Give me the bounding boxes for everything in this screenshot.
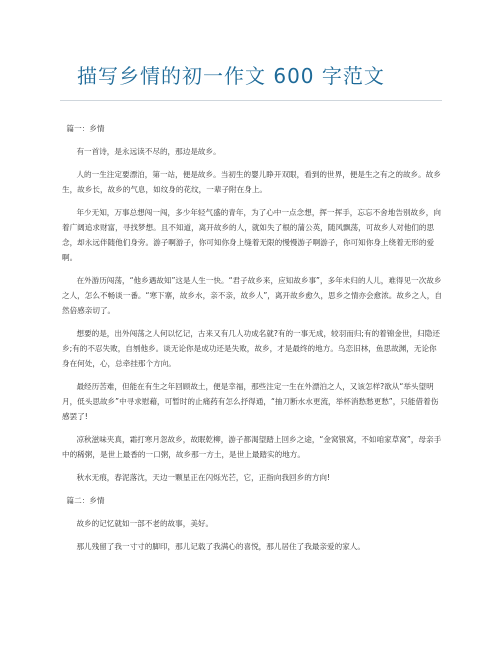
paragraph: 最经历苦难，但能在有生之年回顾故土，便是幸福，那些注定一生在外漂泊之人，又该怎样?欲从“举头望明月，低头思故乡”中寻求慰藉，可暂时的止痛药有怎么抒得通，“抽刀断水水更流，举杯消愁愁更愁”，只能借着伤感罢了! <box>62 382 439 421</box>
section-heading-2: 篇二：乡情 <box>66 496 105 505</box>
paragraph: 秋水无痕，春泥落沈，天边一颗星正在闪烁光芒，它，正指向我回乡的方向! <box>76 473 331 482</box>
title-divider <box>60 100 442 101</box>
paragraph: 那儿残留了我一寸寸的脚印，那儿记载了我满心的喜悦，那儿居住了我最亲爱的家人。 <box>76 542 365 551</box>
paragraph: 人的一生注定要漂泊，第一站，便是故乡。当初生的婴儿睁开双眼，看到的世界，便是生之有之的故乡。故乡生，故乡长，故乡的气息，如纹身的花纹，一辈子附在身上。 <box>62 170 441 194</box>
paragraph: 故乡的记忆就如一部不老的故事，美好。 <box>76 519 214 528</box>
paragraph: 有一首诗，是永远读不尽的，那边是故乡。 <box>76 147 221 156</box>
paragraph: 想要的是，出外闯荡之人何以忆记，古来又有几人功成名就?有的一事无成，较羽而归;有的着锦金世，归隐还乡;有的不忍失败，自刎他乡。谈无论你是成功还是失败，故乡，才是最终的地方。乌恋旧林，鱼思故渊，无论你身在何处，心，总牵挂那个方向。 <box>62 329 440 368</box>
section-heading-1: 篇一：乡情 <box>66 124 105 133</box>
paragraph: 凉秋滋味夹真，霜打寒月忽故乡，故眠乾柳，游子都渴望踏上回乡之途，“金窝银窝，不如咱家草窝”，母亲手中的稀粥，是世上最香的一口粥，故乡那一方土，是世上最踏实的地方。 <box>62 435 442 459</box>
article-body <box>62 121 442 562</box>
document-title: 描写乡情的初一作文 600 字范文 <box>77 64 385 88</box>
paragraph: 在外游历闯荡，“他乡遇故知”这是人生一快。“君子故乡来，应知故乡事”，多年未归的人儿，难得见一次故乡之人，怎么不畅谈一番。“寒下寨，故乡水，亲不亲，故乡人”，离开故乡愈久，思乡之情亦会愈浓。故乡之人，自然倍感亲切了。 <box>62 276 442 315</box>
paragraph: 年少无知，万事总想闯一闯，多少年轻气盛的青年，为了心中一点念想，挥一挥手，忘忘不舍地告别故乡，向着广阔追求财富，寻找梦想。且不知道，离开故乡的人，就如失了根的蒲公英，随风飘荡，可故乡人对他们的思念，却永远伴随他们身旁。游子啊游子，你可知你身上缝着无限的慢慢游子啊游子，你可知你身上绕着无形的爱啊。 <box>62 208 441 262</box>
